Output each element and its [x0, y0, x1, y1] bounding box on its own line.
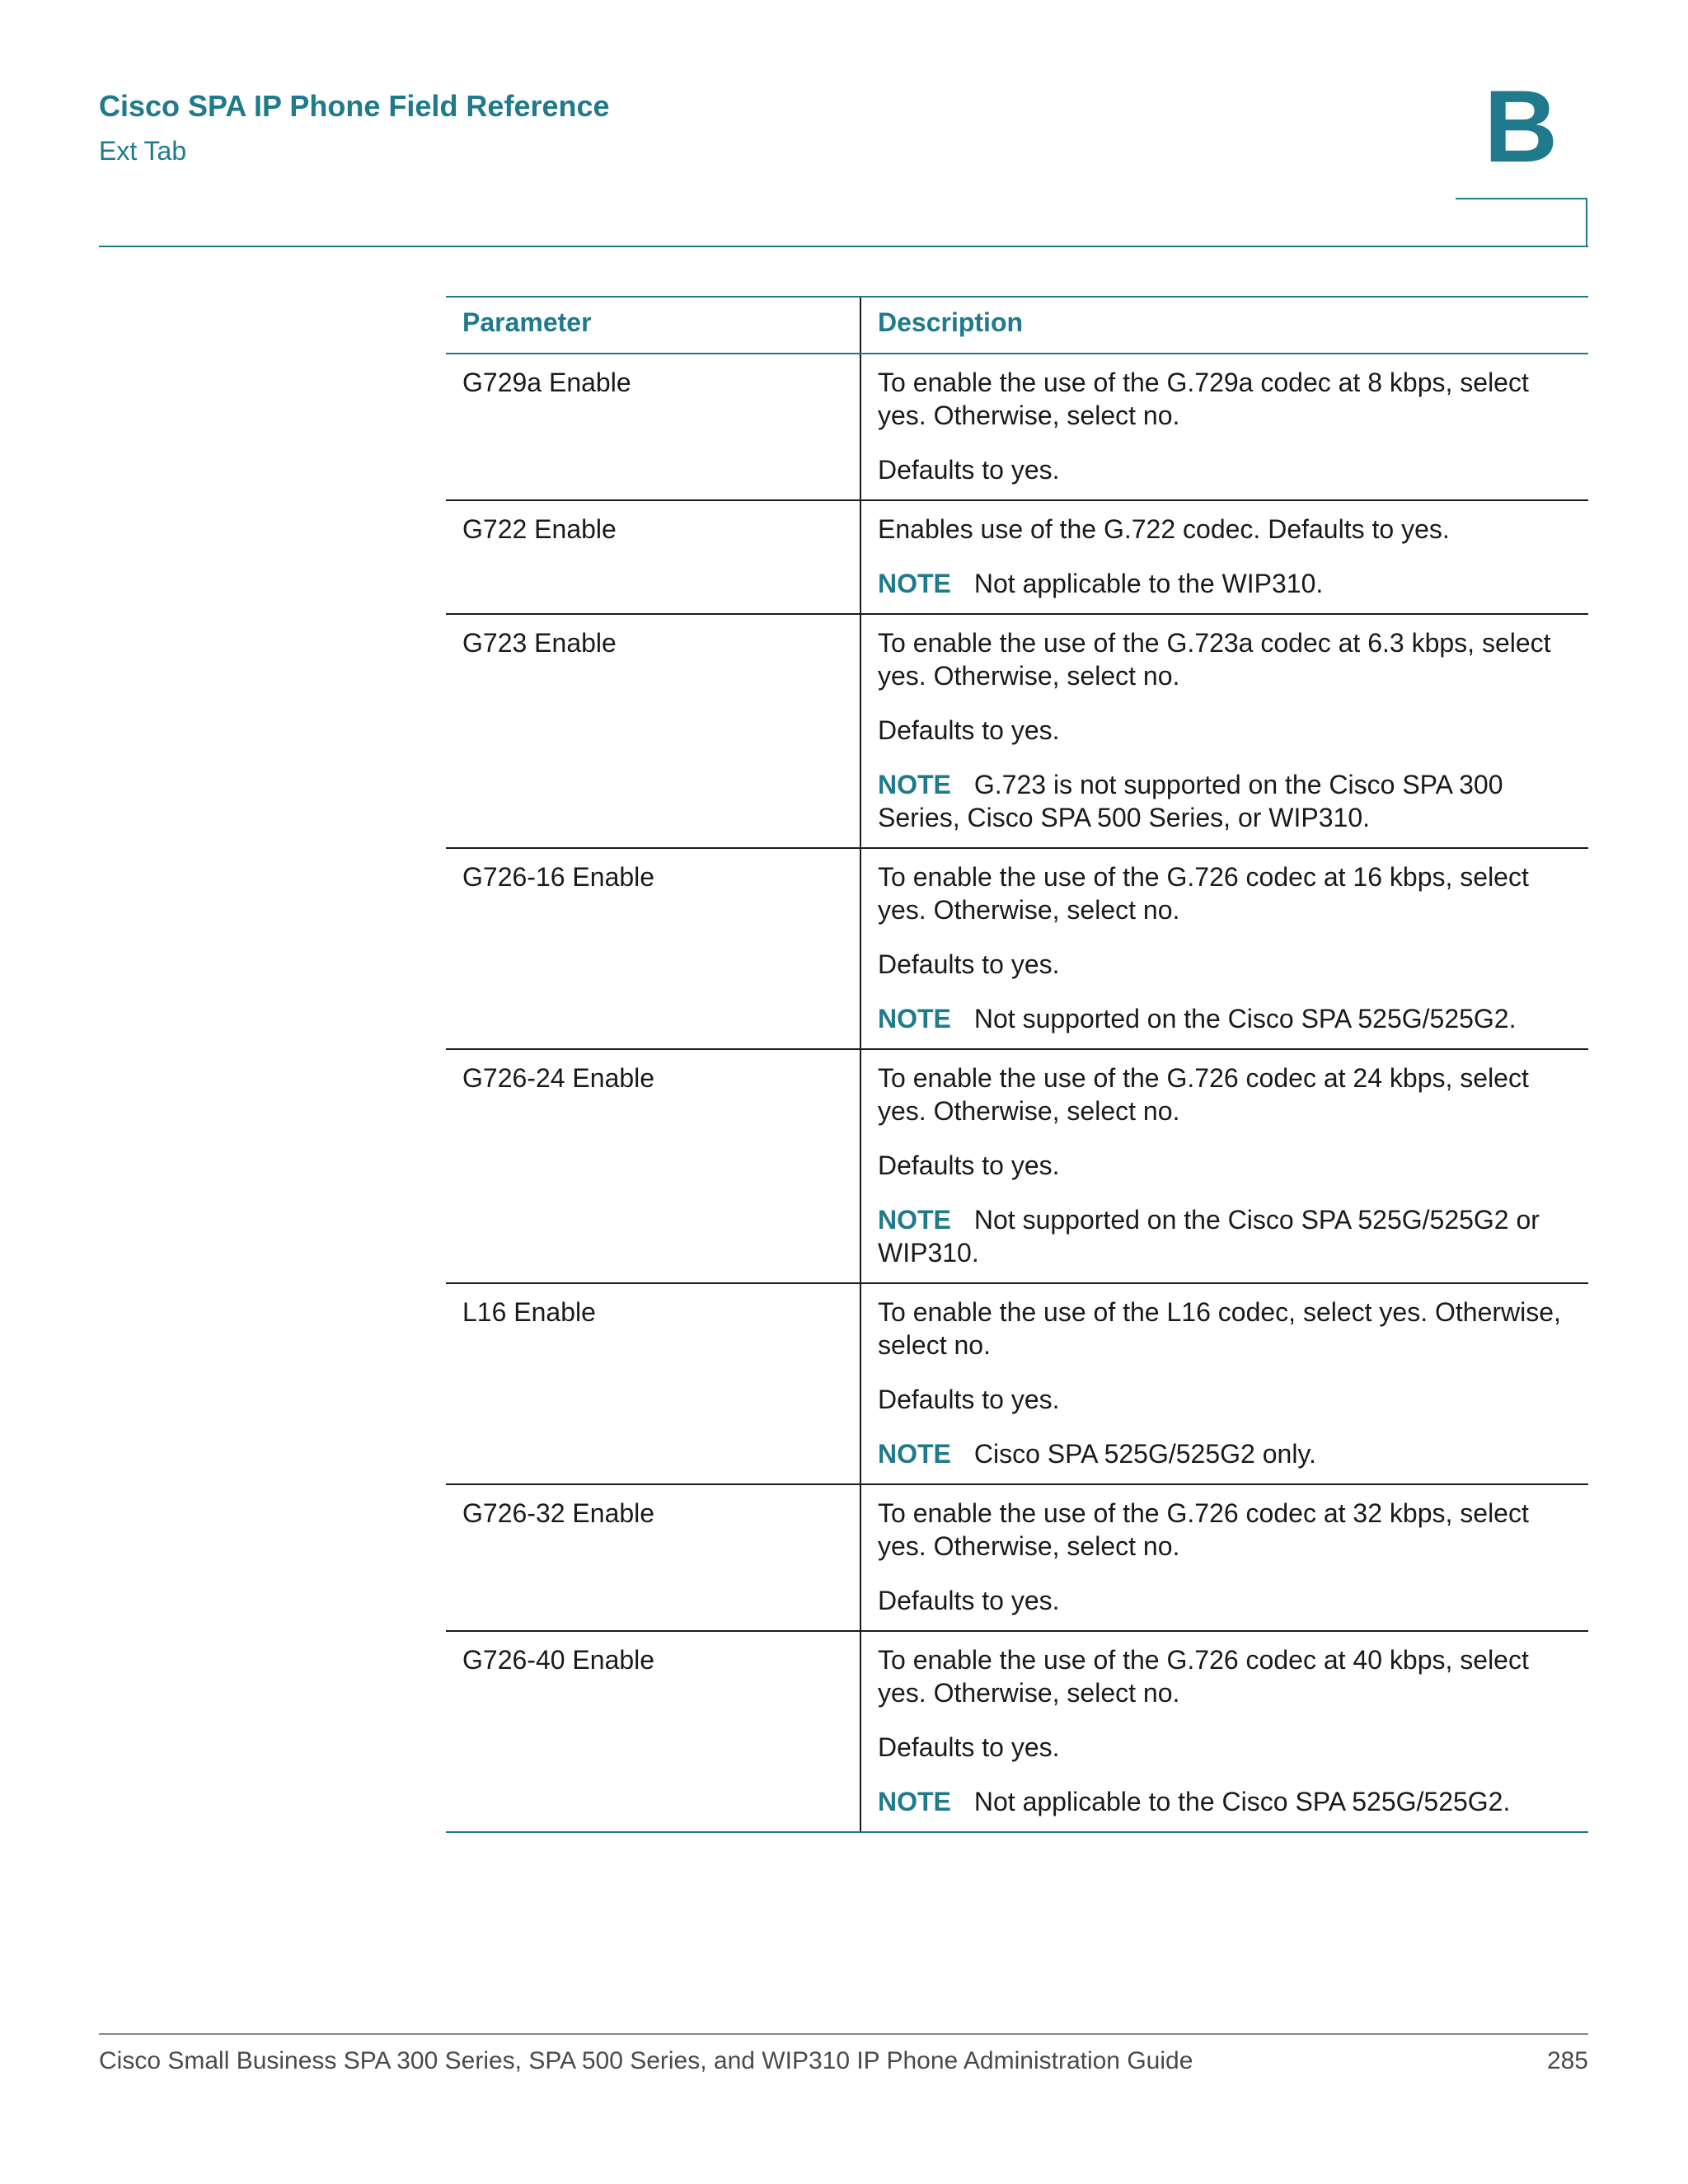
- note-label: NOTE: [878, 1004, 951, 1033]
- description-paragraph: To enable the use of the G.726 codec at 32 kbps, select yes. Otherwise, select no.: [878, 1498, 1529, 1561]
- table-row: [446, 500, 1588, 614]
- header-title: Cisco SPA IP Phone Field Reference: [99, 89, 610, 123]
- description-paragraph: Defaults to yes.: [878, 1151, 1060, 1180]
- description-cell: [860, 1283, 1588, 1484]
- table-row: [446, 848, 1588, 1049]
- table-row: [446, 1484, 1588, 1631]
- header-subtitle: Ext Tab: [99, 136, 187, 166]
- table-row: [446, 354, 1588, 500]
- description-cell: [860, 1484, 1588, 1631]
- table-body: [446, 354, 1588, 1832]
- note-paragraph: [878, 1437, 1572, 1470]
- table-row: [446, 1631, 1588, 1832]
- note-label: NOTE: [878, 1439, 951, 1469]
- parameter-cell: G726-40 Enable: [446, 1631, 860, 1832]
- header-tab-box: [1456, 198, 1587, 246]
- appendix-letter: B: [1484, 70, 1558, 184]
- note-text: Not applicable to the WIP310.: [973, 569, 1324, 598]
- description-paragraph: To enable the use of the G.726 codec at 16 kbps, select yes. Otherwise, select no.: [878, 862, 1529, 925]
- description-cell: [860, 354, 1588, 500]
- note-paragraph: [878, 768, 1572, 834]
- parameter-cell: G722 Enable: [446, 500, 860, 614]
- note-text: Not supported on the Cisco SPA 525G/525G2 or WIP310.: [878, 1205, 1540, 1268]
- description-paragraph: To enable the use of the G.726 codec at 24 kbps, select yes. Otherwise, select no.: [878, 1063, 1529, 1126]
- page-number: 285: [1546, 2047, 1588, 2074]
- note-text: G.723 is not supported on the Cisco SPA 300 Series, Cisco SPA 500 Series, or WIP310.: [878, 770, 1503, 832]
- note-label: NOTE: [878, 1205, 951, 1235]
- parameter-cell: G723 Enable: [446, 614, 860, 848]
- field-reference-table: [446, 296, 1588, 1833]
- description-paragraph: Enables use of the G.722 codec. Defaults to yes.: [878, 514, 1450, 544]
- table-row: [446, 1049, 1588, 1283]
- parameter-cell: L16 Enable: [446, 1283, 860, 1484]
- footer-rule: [99, 2033, 1588, 2035]
- column-header-parameter: Parameter: [446, 297, 860, 354]
- note-text: Not supported on the Cisco SPA 525G/525G2.: [973, 1004, 1517, 1033]
- description-paragraph: Defaults to yes.: [878, 715, 1060, 745]
- table-row: [446, 614, 1588, 848]
- parameter-cell: G726-32 Enable: [446, 1484, 860, 1631]
- description-paragraph: Defaults to yes.: [878, 1586, 1060, 1615]
- header-rule: [99, 246, 1588, 247]
- note-paragraph: [878, 1785, 1572, 1818]
- note-label: NOTE: [878, 569, 951, 598]
- description-paragraph: To enable the use of the G.723a codec at 6.3 kbps, select yes. Otherwise, select no.: [878, 628, 1551, 691]
- description-paragraph: Defaults to yes.: [878, 1385, 1060, 1414]
- footer-text: Cisco Small Business SPA 300 Series, SPA 500 Series, and WIP310 IP Phone Administration Guide: [99, 2047, 1193, 2074]
- parameter-cell: G726-24 Enable: [446, 1049, 860, 1283]
- description-cell: [860, 614, 1588, 848]
- description-cell: [860, 500, 1588, 614]
- note-text: Cisco SPA 525G/525G2 only.: [973, 1439, 1316, 1469]
- description-cell: [860, 848, 1588, 1049]
- table-header-row: [446, 297, 1588, 354]
- description-cell: [860, 1631, 1588, 1832]
- description-paragraph: Defaults to yes.: [878, 949, 1060, 979]
- description-paragraph: To enable the use of the G.729a codec at 8 kbps, select yes. Otherwise, select no.: [878, 368, 1529, 430]
- table-row: [446, 1283, 1588, 1484]
- note-text: Not applicable to the Cisco SPA 525G/525G2.: [973, 1787, 1511, 1816]
- description-paragraph: To enable the use of the G.726 codec at 40 kbps, select yes. Otherwise, select no.: [878, 1645, 1529, 1708]
- note-paragraph: [878, 1203, 1572, 1269]
- column-header-description: Description: [860, 297, 1588, 354]
- note-label: NOTE: [878, 770, 951, 799]
- description-paragraph: Defaults to yes.: [878, 1732, 1060, 1762]
- note-paragraph: [878, 1002, 1572, 1035]
- description-paragraph: Defaults to yes.: [878, 455, 1060, 485]
- parameter-cell: G729a Enable: [446, 354, 860, 500]
- parameter-cell: G726-16 Enable: [446, 848, 860, 1049]
- description-paragraph: To enable the use of the L16 codec, select yes. Otherwise, select no.: [878, 1297, 1561, 1360]
- note-paragraph: [878, 567, 1572, 600]
- description-cell: [860, 1049, 1588, 1283]
- note-label: NOTE: [878, 1787, 951, 1816]
